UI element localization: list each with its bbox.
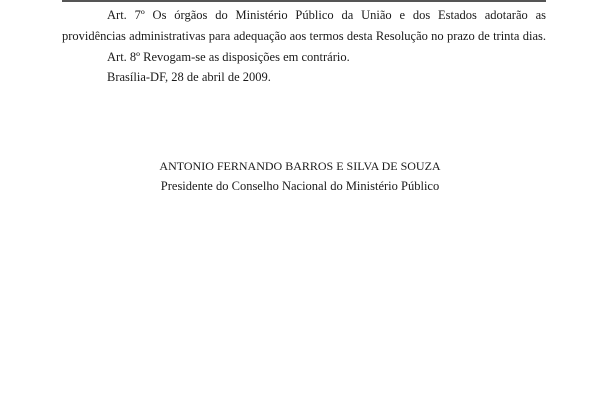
page-top-rule (62, 0, 546, 2)
place-and-date: Brasília-DF, 28 de abril de 2009. (107, 70, 271, 84)
signatory-title: Presidente do Conselho Nacional do Ministério Público (160, 179, 440, 193)
article-7-line-2: providências administrativas para adequação aos termos desta Resolução no prazo de trinta dias. (62, 29, 546, 43)
article-8: Art. 8º Revogam-se as disposições em contrário. (107, 50, 350, 64)
article-7-line-1: Art. 7º Os órgãos do Ministério Público da União e dos Estados adotarão as (107, 8, 546, 22)
signatory-name: ANTONIO FERNANDO BARROS E SILVA DE SOUZA (159, 159, 441, 173)
